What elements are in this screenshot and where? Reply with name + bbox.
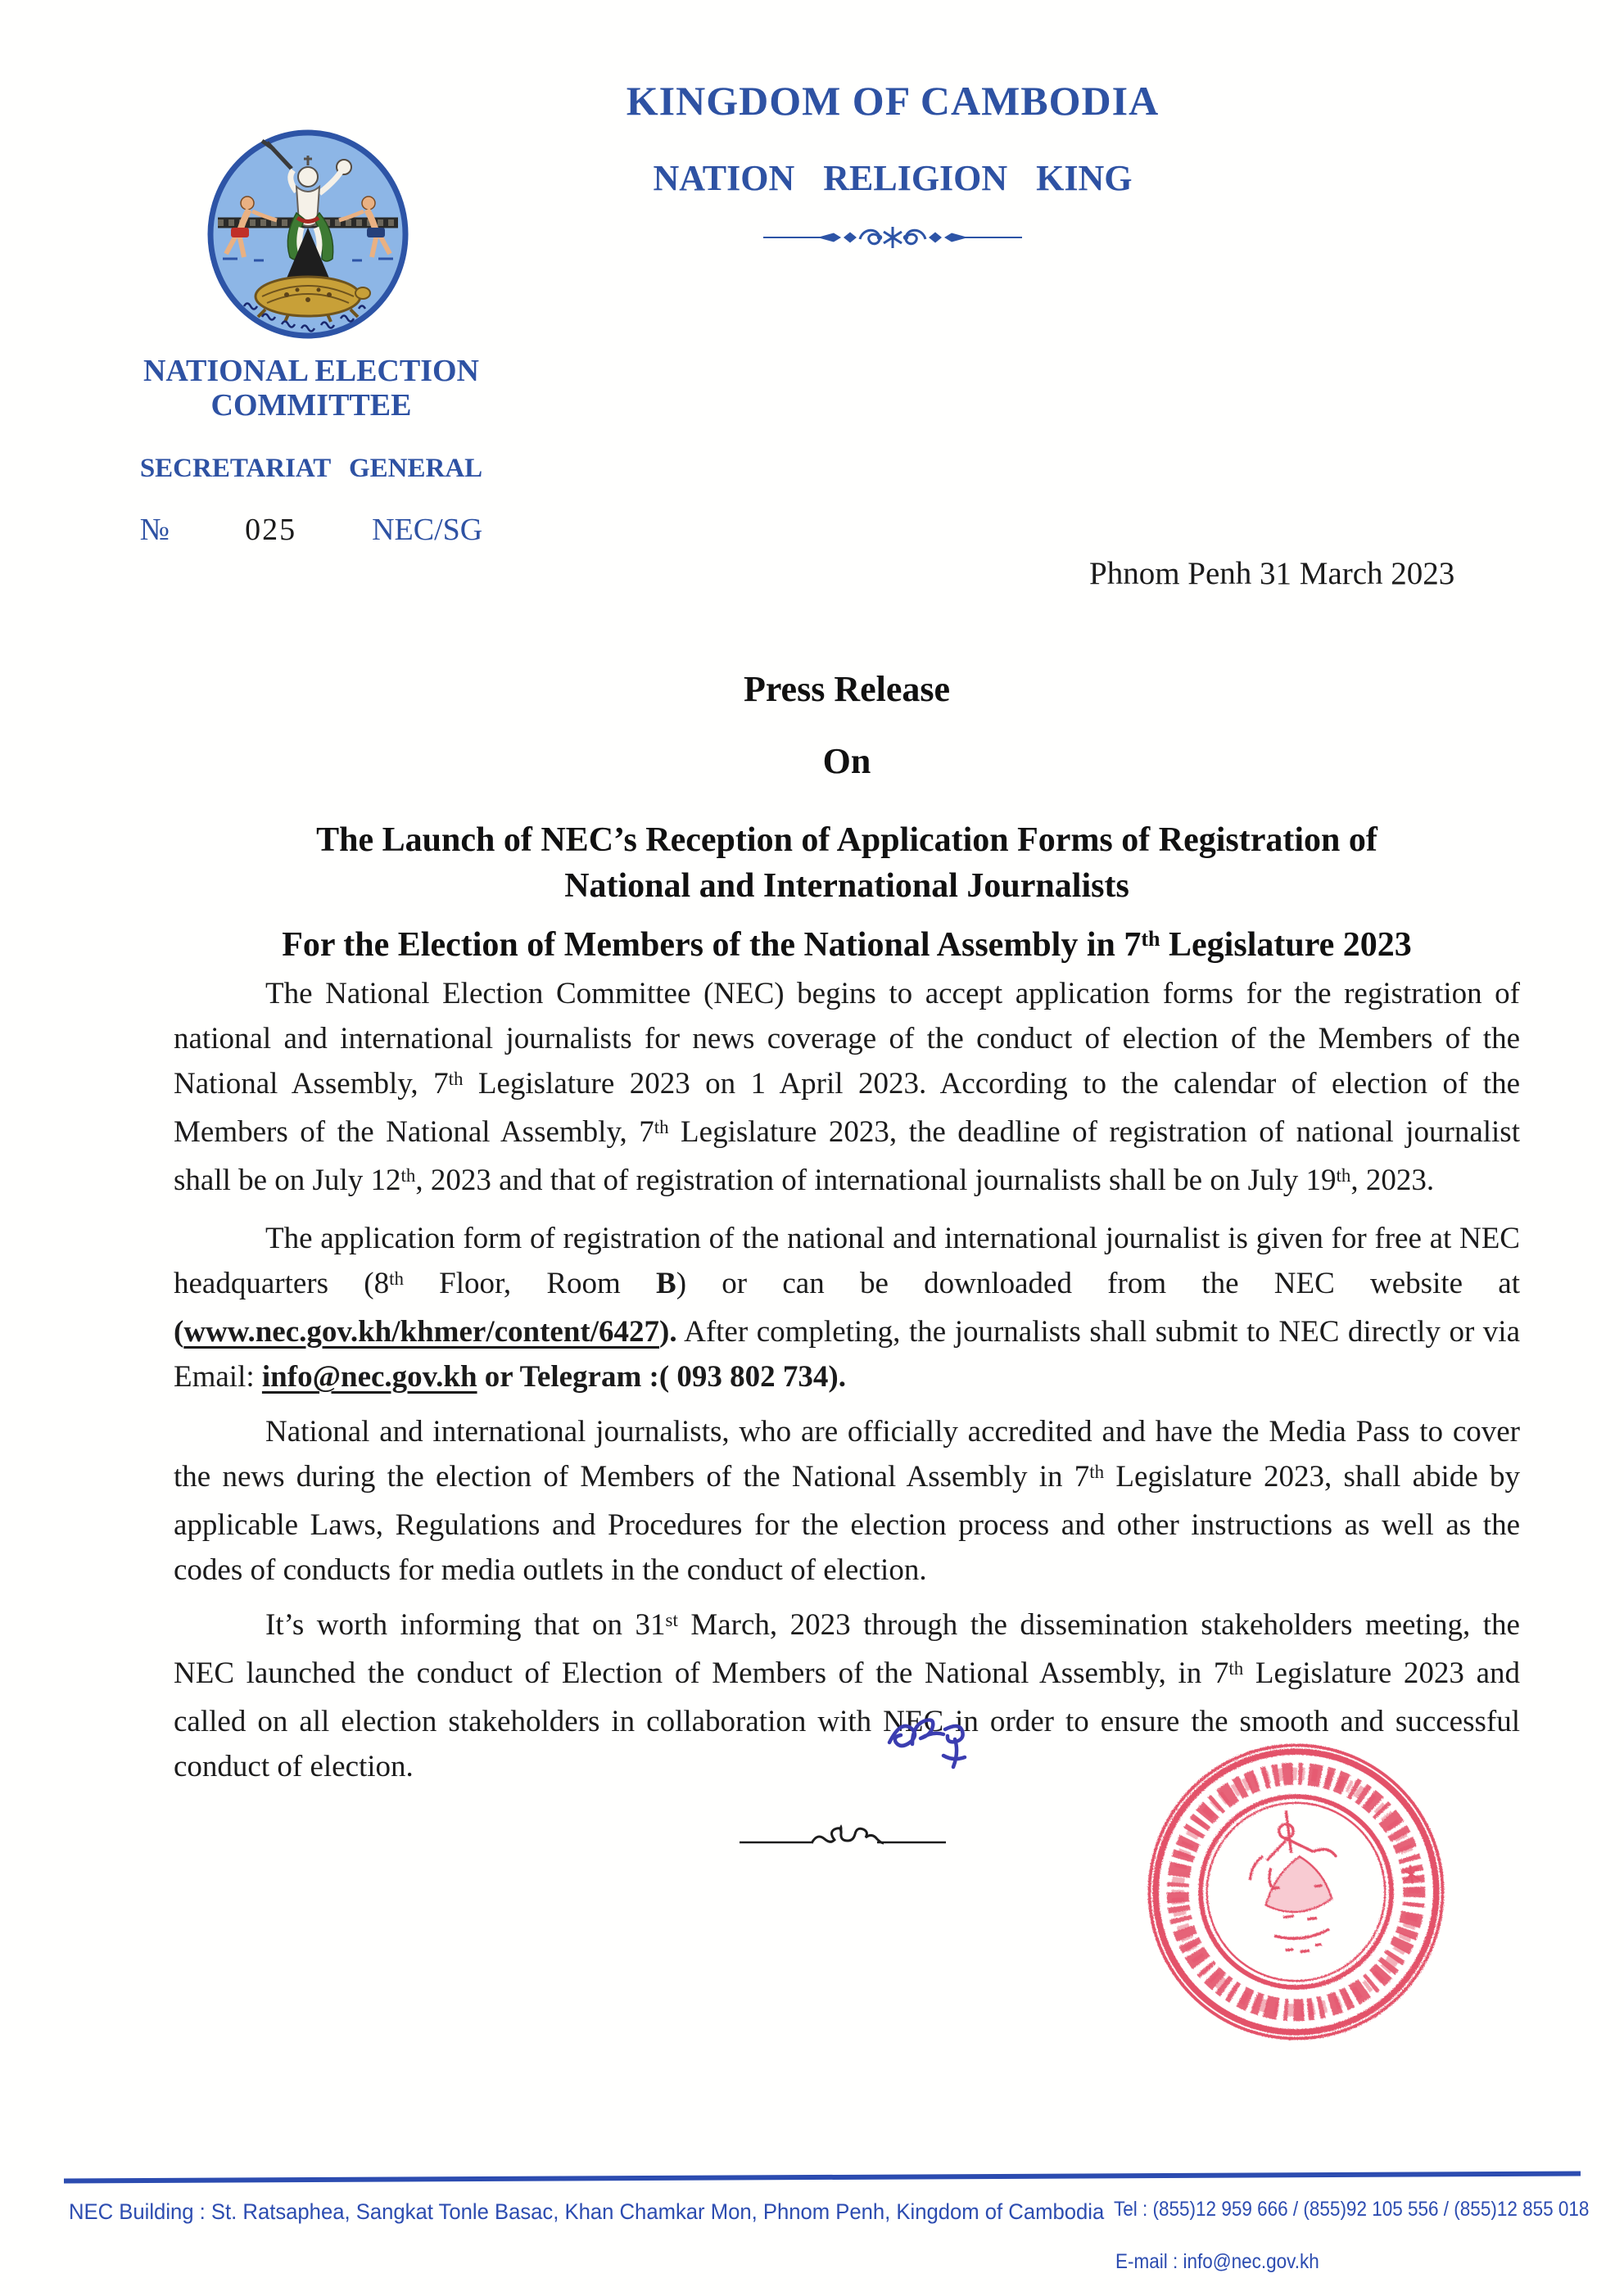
- paragraph-3: National and international journalists, who are officially accredited and have the Media Pass to cover the news during the election of Members of the National Assembly in 7th Legislature 2023, shall abide by applicable Laws, Regulations and Procedures for the election process and other instructions as well as the codes of conducts for media outlets in the conduct of election.: [174, 1415, 1520, 1587]
- ref-label: №: [139, 513, 170, 547]
- org-secretariat: SECRETARIAT GENERAL: [139, 454, 483, 483]
- title-subject-line2: National and International Journalists: [564, 867, 1129, 905]
- footer-email: E-mail : info@nec.gov.kh: [1115, 2250, 1319, 2273]
- paragraph-1: The National Election Committee (NEC) begins to accept application forms for the registration of national and international journalists for news coverage of the conduct of election of the Members of the National Assembly, 7th Legislature 2023 on 1 April 2023. According to the calendar of election of the Members of the National Assembly, 7th Legislature 2023, the deadline of registration of national journalist shall be on July 12th, 2023 and that of registration of international journalists shall be on July 19th, 2023.: [174, 977, 1520, 1197]
- kingdom-title: KINGDOM OF CAMBODIA: [626, 78, 1160, 124]
- blue-flourish-icon: [762, 223, 1024, 252]
- document-header: [508, 79, 1278, 256]
- motto-line: NATION RELIGION KING: [653, 158, 1133, 198]
- signature-icon: [884, 1710, 991, 1792]
- footer-rule: [64, 2171, 1581, 2183]
- reference-number-row: [41, 512, 581, 548]
- date-line: Phnom Penh 31 March 2023: [1089, 556, 1455, 591]
- signature-mark: [884, 1710, 991, 1792]
- title-block: [174, 670, 1520, 972]
- ref-code: NEC/SG: [372, 513, 483, 547]
- press-release-title: Press Release: [743, 669, 951, 709]
- paragraph-4: It’s worth informing that on 31st March, 2023 through the dissemination stakeholders meeting, the NEC launched the conduct of Election of Members of the National Assembly, in 7th Legislature 2023 and called on all election stakeholders in collaboration with NEC in order to ensure the smooth and successful conduct of election.: [174, 1608, 1520, 1783]
- nec-emblem-icon: [205, 128, 411, 341]
- black-flourish-divider: [740, 1824, 946, 1857]
- press-release-body: [174, 971, 1520, 1799]
- title-subject-line1: The Launch of NEC’s Reception of Application Forms of Registration of: [316, 821, 1377, 859]
- title-for-line: For the Election of Members of the National Assembly in 7th Legislature 2023: [282, 926, 1412, 964]
- ref-number: 025: [245, 513, 297, 547]
- title-subject: [174, 817, 1520, 909]
- black-flourish-icon: [740, 1824, 946, 1857]
- paragraph-2: The application form of registration of the national and international journalist is given for free at NEC headquarters (8th Floor, Room B) or can be downloaded from the NEC website at (www.nec.gov.kh/khmer/content/6427). After completing, the journalists shall submit to NEC directly or via Email: info@nec.gov.kh or Telegram :( 093 802 734).: [174, 1222, 1520, 1394]
- red-seal-icon: [1120, 1716, 1472, 2068]
- footer-address: NEC Building : St. Ratsaphea, Sangkat Tonle Basac, Khan Chamkar Mon, Phnom Penh, Kingdom of Cambodia: [69, 2199, 1105, 2224]
- nec-red-stamp: [1120, 1716, 1472, 2068]
- org-name: NATIONAL ELECTION COMMITTEE: [142, 354, 479, 423]
- nec-emblem-logo: [205, 128, 411, 341]
- org-block: [41, 354, 581, 548]
- footer-telephone: Tel : (855)12 959 666 / (855)92 105 556 / (855)12 855 018: [1114, 2198, 1590, 2221]
- blue-flourish-divider: [508, 223, 1278, 256]
- title-on: On: [822, 741, 871, 781]
